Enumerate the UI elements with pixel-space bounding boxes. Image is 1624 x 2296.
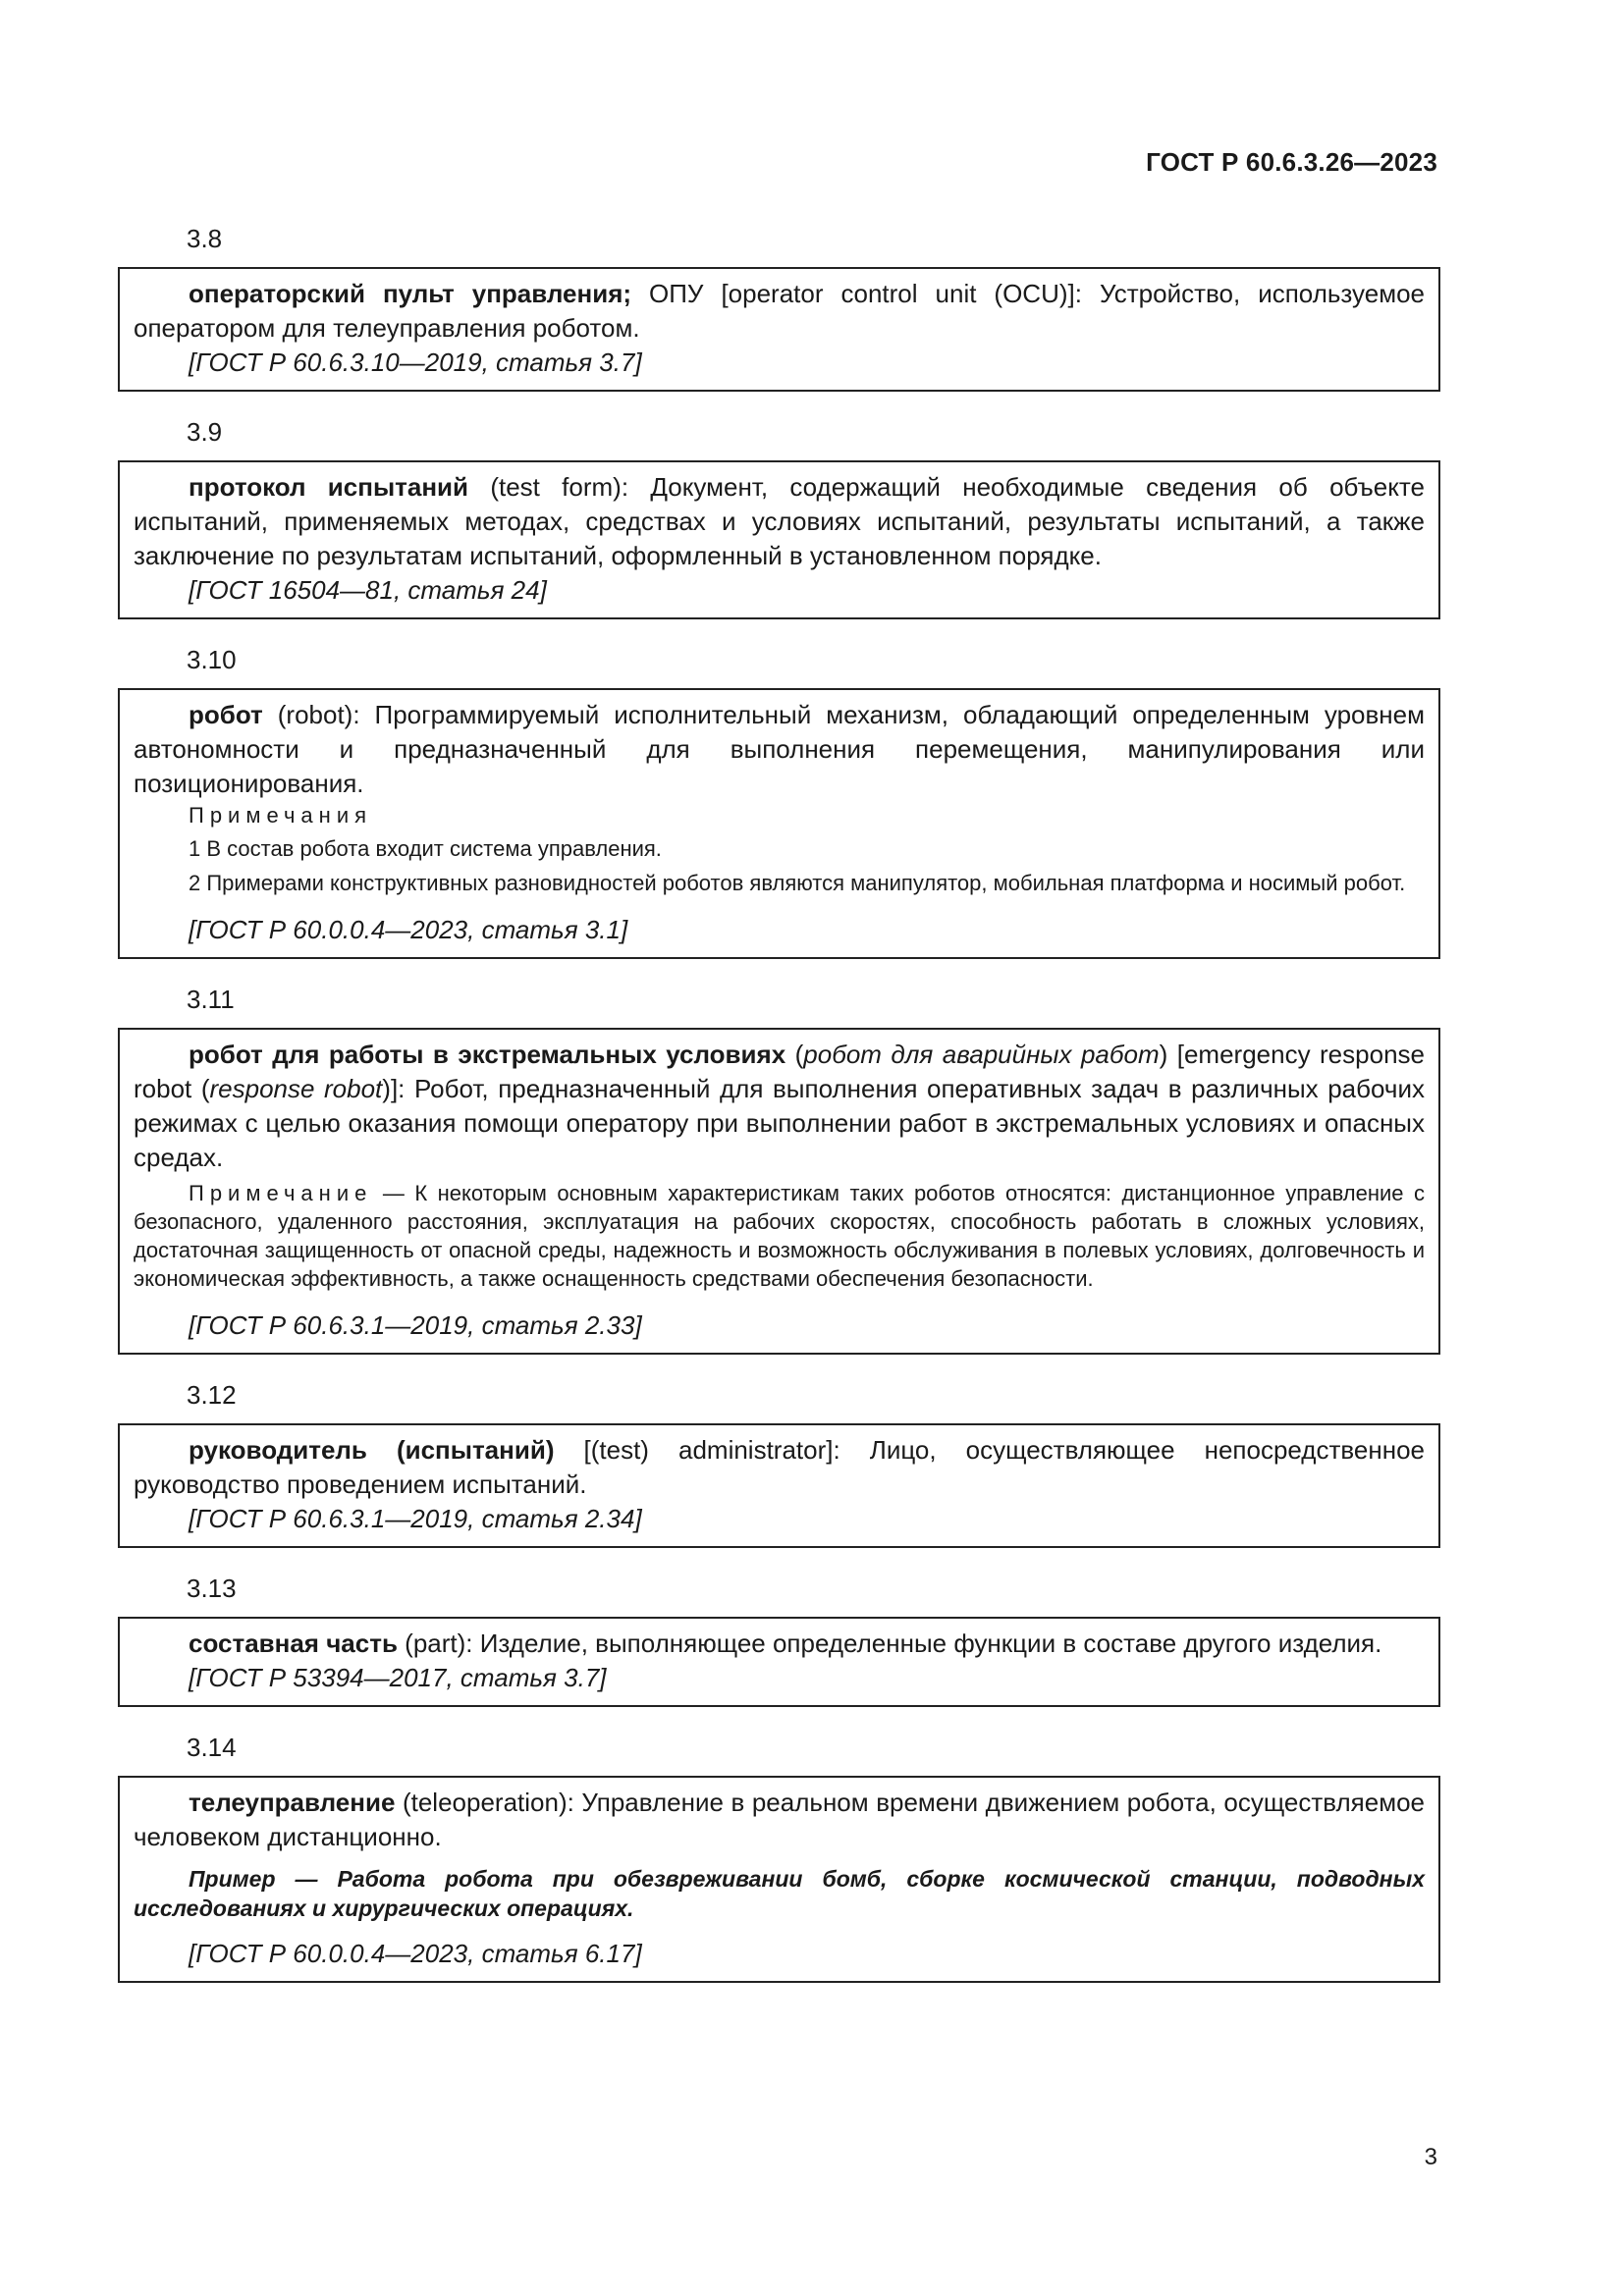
term-entry xyxy=(118,417,1440,619)
term-name: робот для работы в экстремальных условиях xyxy=(189,1040,786,1069)
term-equivalent: (test form): xyxy=(468,472,651,502)
term-source: [ГОСТ Р 60.0.0.4—2023, статья 6.17] xyxy=(189,1939,642,1968)
note-text: — К некоторым основным характеристикам таких роботов относятся: дистанционное управление с безопасного, удаленного расстояния, эксплуатация на рабочих скоростях, способность работать в сложных условиях, достаточная защищенность от опасной среды, надежность и возможность обслуживания в полевых условиях, долговечность и экономическая эффективность, а также оснащенность средствами обеспечения безопасности. xyxy=(134,1181,1425,1291)
notes-title: Примечания xyxy=(189,803,373,828)
definition-text: Управление в реальном времени движением робота, осуществляемое человеком дистанционно. xyxy=(134,1788,1426,1851)
definition-text: Лицо, осуществляющее непосредственное руководство проведением испытаний. xyxy=(134,1435,1425,1499)
term-name: руководитель (испытаний) xyxy=(189,1435,555,1465)
term-name: телеуправление xyxy=(189,1788,396,1817)
term-name: робот xyxy=(189,700,263,729)
term-number: 3.9 xyxy=(187,417,223,447)
term-definition xyxy=(134,470,1425,573)
definition-text: Программируемый исполнительный механизм, обладающий определенным уровнем автономности и предназначенный для выполнения перемещения, манипулирования или позиционирования. xyxy=(134,700,1425,798)
term-source: [ГОСТ Р 60.6.3.10—2019, статья 3.7] xyxy=(189,347,642,377)
term-entry xyxy=(118,985,1440,1355)
term-synonym: робот для аварийных работ xyxy=(803,1040,1160,1069)
definition-text: Робот, предназначенный для выполнения оперативных задач в различных рабочих режимах с целью оказания помощи оператору при выполнении работ в экстремальных условиях и опасных средах. xyxy=(134,1074,1425,1172)
term-definition xyxy=(134,1038,1425,1175)
term-number: 3.8 xyxy=(187,224,223,253)
term-entry xyxy=(118,224,1440,392)
document-header: ГОСТ Р 60.6.3.26—2023 xyxy=(1146,147,1437,177)
term-equivalent: (teleoperation): xyxy=(395,1788,582,1817)
term-number: 3.13 xyxy=(187,1574,237,1603)
term-box xyxy=(118,1423,1440,1548)
term-box xyxy=(118,460,1440,619)
term-example: Пример — Работа робота при обезвреживании бомб, сборке космической станции, подводных исследованиях и хирургических операциях. xyxy=(134,1866,1425,1921)
note-item: 1 В состав робота входит система управления. xyxy=(189,836,662,861)
term-number: 3.12 xyxy=(187,1380,237,1410)
term-definition xyxy=(134,1433,1425,1502)
term-name: протокол испытаний xyxy=(189,472,469,502)
note-item xyxy=(134,1179,1425,1293)
note-item: 2 Примерами конструктивных разновидностей роботов являются манипулятор, мобильная платформа и носимый робот. xyxy=(189,871,1406,895)
term-number: 3.10 xyxy=(187,645,237,674)
term-box xyxy=(118,267,1440,392)
term-name: операторский пульт управления; xyxy=(189,279,632,308)
term-box xyxy=(118,1617,1440,1707)
term-definition xyxy=(134,698,1425,801)
term-definition xyxy=(134,1627,1425,1661)
term-box xyxy=(118,1776,1440,1983)
term-equivalent: [(test) administrator]: xyxy=(554,1435,870,1465)
term-number: 3.11 xyxy=(187,985,235,1014)
term-equivalent: (robot): xyxy=(262,700,375,729)
note-label: Примечание xyxy=(189,1181,373,1205)
term-source: [ГОСТ Р 60.0.0.4—2023, статья 3.1] xyxy=(189,915,628,944)
page-number: 3 xyxy=(1424,2144,1437,2170)
term-equivalent-synonym: response robot xyxy=(209,1074,383,1103)
punctuation: ( xyxy=(785,1040,804,1069)
term-entry xyxy=(118,1380,1440,1548)
term-entry xyxy=(118,645,1440,959)
term-box xyxy=(118,688,1440,959)
definition-text: Документ, содержащий необходимые сведения об объекте испытаний, применяемых методах, средствах и условиях испытаний, результаты испытаний, а также заключение по результатам испытаний, оформленный в установленном порядке. xyxy=(134,472,1426,570)
term-entry xyxy=(118,1574,1440,1707)
term-number: 3.14 xyxy=(187,1733,237,1762)
term-equivalent: ) [emergency response robot ( xyxy=(134,1040,1425,1103)
term-abbreviation: ОПУ [operator control unit (OCU)]: xyxy=(631,279,1100,308)
term-source: [ГОСТ Р 60.6.3.1—2019, статья 2.34] xyxy=(189,1504,642,1533)
definition-text: Изделие, выполняющее определенные функции в составе другого изделия. xyxy=(479,1629,1382,1658)
terms-list xyxy=(118,224,1440,2008)
term-source: [ГОСТ Р 53394—2017, статья 3.7] xyxy=(189,1663,607,1692)
term-source: [ГОСТ 16504—81, статья 24] xyxy=(189,575,547,605)
punctuation: )]: xyxy=(382,1074,414,1103)
term-box xyxy=(118,1028,1440,1355)
term-source: [ГОСТ Р 60.6.3.1—2019, статья 2.33] xyxy=(189,1310,642,1340)
term-entry xyxy=(118,1733,1440,1983)
term-equivalent: (part): xyxy=(397,1629,480,1658)
term-definition xyxy=(134,277,1425,346)
term-definition xyxy=(134,1786,1425,1854)
term-name: составная часть xyxy=(189,1629,398,1658)
definition-text: Устройство, используемое оператором для телеуправления роботом. xyxy=(134,279,1425,343)
